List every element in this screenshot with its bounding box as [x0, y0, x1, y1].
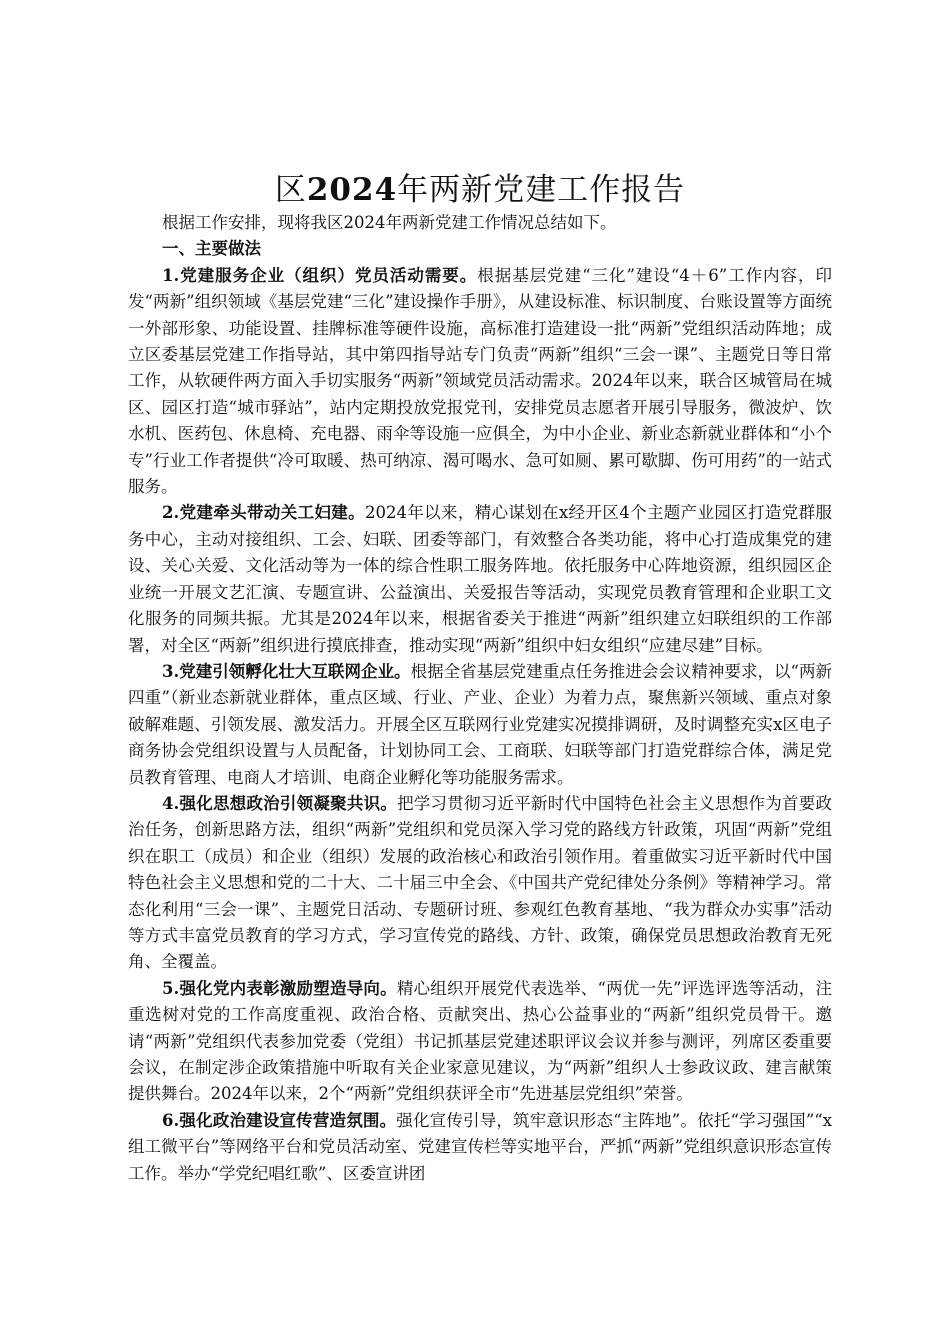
- document-title: [128, 170, 832, 210]
- paragraph-1: [128, 263, 832, 501]
- title-suffix: 年两新党建工作报告: [397, 172, 686, 208]
- paragraph-2-lead: 2.党建牵头带动关工妇建。: [162, 503, 365, 523]
- paragraph-6: [128, 1108, 832, 1187]
- paragraph-1-body: 根据基层党建“三化”建设“4＋6”工作内容，印发“两新”组织领域《基层党建“三化”建设操作手册》，从建设标准、标识制度、台账设置等方面统一外部形象、功能设置、挂牌标准等硬件设施，高标准打造建设一批“两新”党组织活动阵地；成立区委基层党建工作指导站，其中第四指导站专门负责“两新”组织“三会一课”、主题党日等日常工作，从软硬件两方面入手切实服务“两新”领域党员活动需求。2024年以来，联合区城管局在城区、园区打造“城市驿站”，站内定期投放党报党刊，安排党员志愿者开展引导服务，微波炉、饮水机、医药包、休息椅、充电器、雨伞等设施一应俱全，为中小企业、新业态新就业群体和“小个专”行业工作者提供“冷可取暖、热可纳凉、渴可喝水、急可如厕、累可歇脚、伤可用药”的一站式服务。: [128, 265, 832, 497]
- paragraph-4-lead: 4.强化思想政治引领凝聚共识。: [162, 793, 398, 813]
- paragraph-3-body: 根据全省基层党建重点任务推进会会议精神要求，以“两新四重”（新业态新就业群体，重点区域、行业、产业、企业）为着力点，聚焦新兴领域、重点对象破解难题、引领发展、激发活力。开展全区互联网行业党建实况摸排调研，及时调整充实x区电子商务协会党组织设置与人员配备，计划协同工会、工商联、妇联等部门打造党群综合体，满足党员教育管理、电商人才培训、电商企业孵化等功能服务需求。: [128, 661, 832, 787]
- document-page: [128, 170, 832, 1187]
- paragraph-4: [128, 791, 832, 976]
- section-heading: 一、主要做法: [162, 239, 261, 259]
- paragraph-6-lead: 6.强化政治建设宣传营造氛围。: [162, 1110, 397, 1130]
- paragraph-3: [128, 659, 832, 791]
- title-prefix: 区: [274, 172, 307, 208]
- title-year: 2024: [306, 172, 398, 208]
- paragraph-2: [128, 500, 832, 658]
- paragraph-6-body: 强化宣传引导，筑牢意识形态“主阵地”。依托“学习强国”“x组工微平台”等网络平台和党员活动室、党建宣传栏等实地平台，严抓“两新”党组织意识形态宣传工作。举办“学党纪唱红歌”、区委宣讲团: [128, 1110, 832, 1183]
- intro-paragraph: 根据工作安排，现将我区2024年两新党建工作情况总结如下。: [162, 213, 617, 232]
- paragraph-5: [128, 976, 832, 1108]
- paragraph-3-lead: 3.党建引领孵化壮大互联网企业。: [162, 661, 411, 681]
- paragraph-1-lead: 1.党建服务企业（组织）党员活动需要。: [162, 265, 478, 285]
- paragraph-5-body: 精心组织开展党代表选举、“两优一先”评选评选等活动，注重选树对党的工作高度重视、政治合格、贡献突出、热心公益事业的“两新”组织党员骨干。邀请“两新”党组织代表参加党委（党组）书记抓基层党建述职评议会议并参与测评，列席区委重要会议，在制定涉企政策措施中听取有关企业家意见建议，为“两新”组织人士参政议政、建言献策提供舞台。2024年以来，2个“两新”党组织获评全市“先进基层党组织”荣誉。: [128, 978, 832, 1104]
- paragraph-2-body: 2024年以来，精心谋划在x经开区4个主题产业园区打造党群服务中心，主动对接组织、工会、妇联、团委等部门，有效整合各类功能，将中心打造成集党的建设、关心关爱、文化活动等为一体的综合性职工服务阵地。依托服务中心阵地资源，组织园区企业统一开展文艺汇演、专题宣讲、公益演出、关爱报告等活动，实现党员教育管理和企业职工文化服务的同频共振。尤其是2024年以来，根据省委关于推进“两新”组织建立妇联组织的工作部署，对全区“两新”组织进行摸底排查，推动实现“两新”组织中妇女组织“应建尽建”目标。: [128, 503, 832, 655]
- paragraph-4-body: 把学习贯彻习近平新时代中国特色社会主义思想作为首要政治任务，创新思路方法，组织“两新”党组织和党员深入学习党的路线方针政策，巩固“两新”党组织在职工（成员）和企业（组织）发展的政治核心和政治引领作用。着重做实习近平新时代中国特色社会主义思想和党的二十大、二十届三中全会、《中国共产党纪律处分条例》等精神学习。常态化利用“三会一课”、主题党日活动、专题研讨班、参观红色教育基地、“我为群众办实事”活动等方式丰富党员教育的学习方式，学习宣传党的路线、方针、政策，确保党员思想政治教育无死角、全覆盖。: [128, 793, 833, 972]
- paragraph-5-lead: 5.强化党内表彰激励塑造导向。: [162, 978, 397, 998]
